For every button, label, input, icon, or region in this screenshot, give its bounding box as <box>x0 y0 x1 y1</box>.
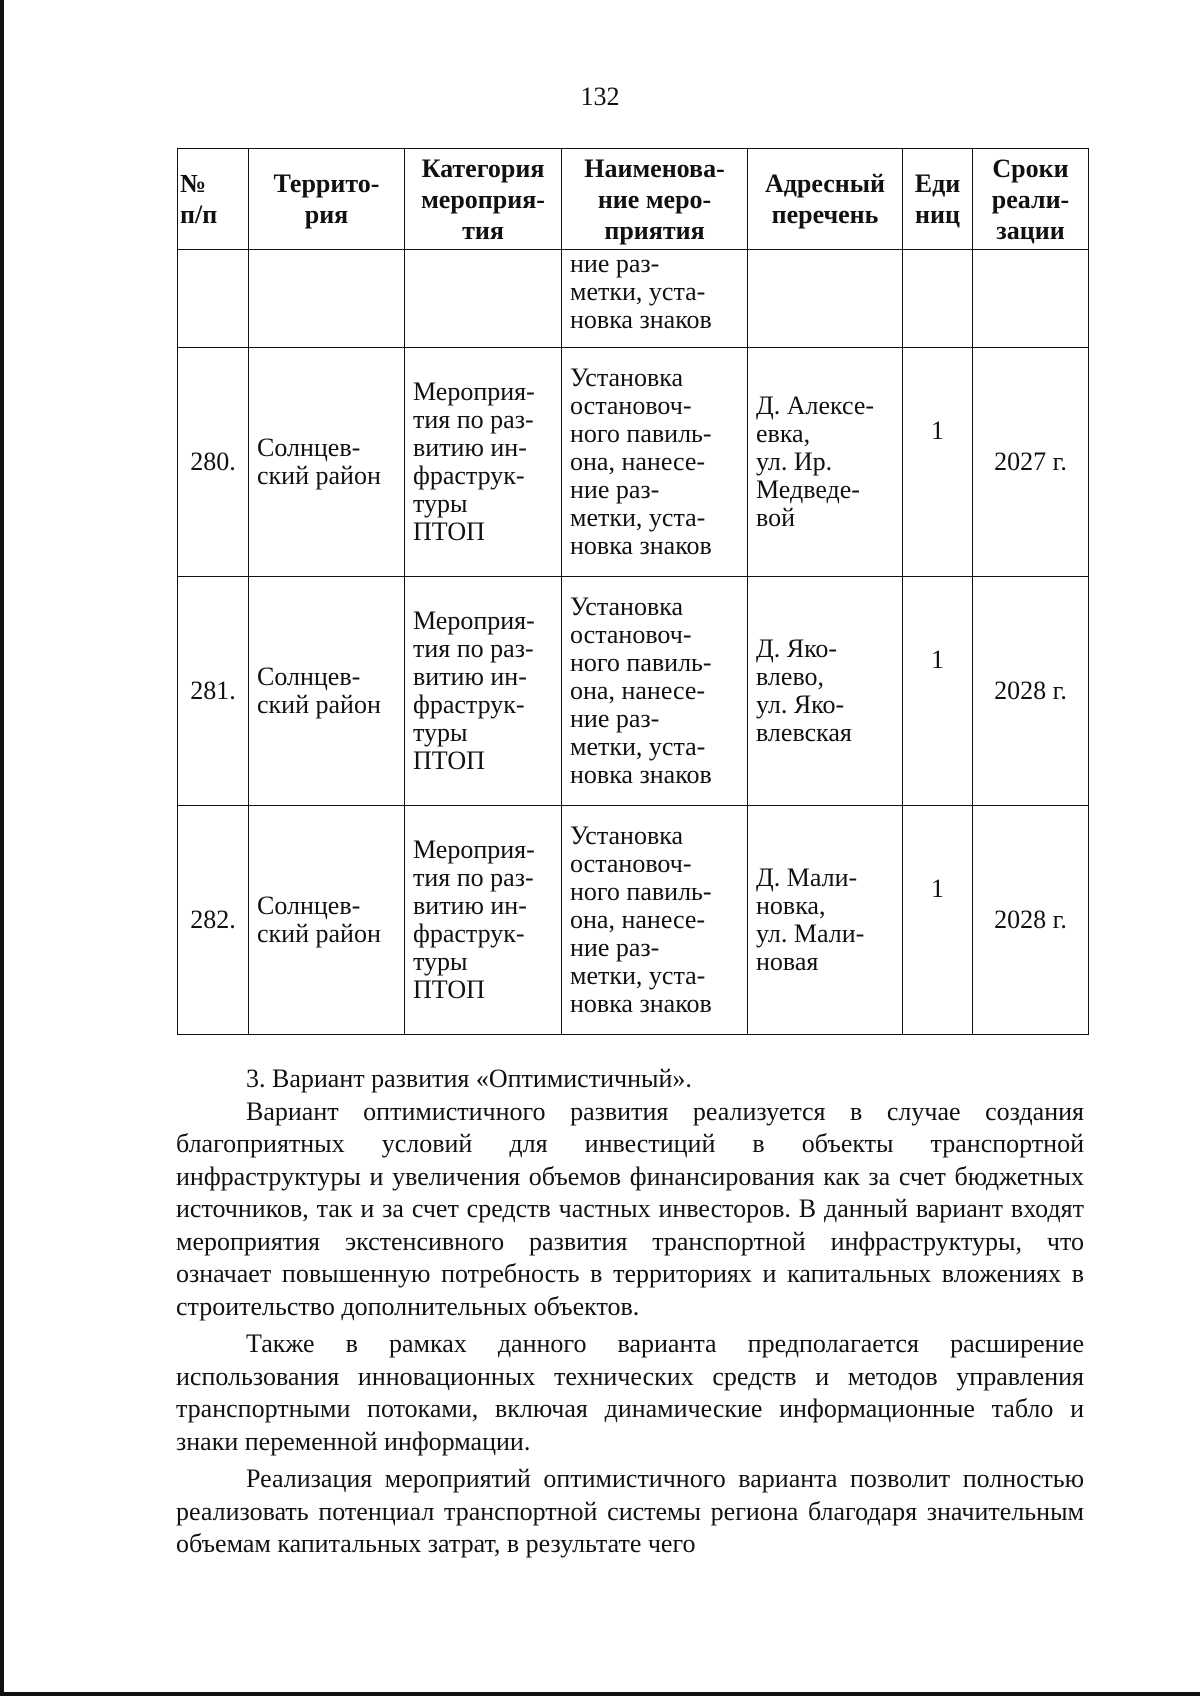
category-l6: ПТОП <box>413 975 485 1004</box>
cell-name <box>562 577 748 806</box>
cell-territory <box>249 250 405 348</box>
category-l4: фраструк- <box>413 919 525 948</box>
cell-units <box>903 348 973 577</box>
header-category-l1: Категория <box>421 153 545 183</box>
header-territory <box>249 149 405 250</box>
header-units-l1: Еди <box>914 169 961 198</box>
category-l4: фраструк- <box>413 461 525 490</box>
cont-name-l1: ние раз- <box>570 249 660 278</box>
cell-num: 282. <box>178 806 249 1035</box>
scan-edge-left <box>0 0 4 1696</box>
name-l5: ние раз- <box>570 704 660 733</box>
header-category <box>405 149 562 250</box>
header-name-l2: ние меро- <box>597 184 712 214</box>
body-text <box>176 1063 1084 1561</box>
territory-l1: Солнцев- <box>257 662 361 691</box>
category-l2: тия по раз- <box>413 863 534 892</box>
name-l7: новка знаков <box>570 531 712 560</box>
paragraph: Вариант оптимистичного развития реализуется в случае создания благоприятных условий для инвестиций в объекты транспортной инфраструктуры и увеличения объемов финансирования как за счет бюджетных источников, так и за счет средств частных инвесторов. В данный вариант входят мероприятия экстенсивного развития транспортной инфраструктуры, что означает повышенную потребность в территориях и капитальных вложениях в строительство дополнительных объектов. <box>176 1096 1084 1321</box>
category-l3: витию ин- <box>413 891 527 920</box>
header-term-l3: зации <box>996 215 1065 245</box>
cont-name-l2: метки, уста- <box>570 277 706 306</box>
name-l7: новка знаков <box>570 989 712 1018</box>
cell-address <box>748 348 903 577</box>
table-row <box>178 577 1089 806</box>
name-l5: ние раз- <box>570 933 660 962</box>
header-num <box>178 149 249 250</box>
category-l6: ПТОП <box>413 517 485 546</box>
cell-category <box>405 250 562 348</box>
name-l2: остановоч- <box>570 620 692 649</box>
header-territory-l2: рия <box>304 200 349 229</box>
cell-term: 2028 г. <box>973 806 1089 1035</box>
cell-term: 2027 г. <box>973 348 1089 577</box>
header-units <box>903 149 973 250</box>
territory-l2: ский район <box>257 690 381 719</box>
name-l3: ного павиль- <box>570 648 712 677</box>
cell-term: 2028 г. <box>973 577 1089 806</box>
name-l7: новка знаков <box>570 760 712 789</box>
paragraph: Также в рамках данного варианта предполагается расширение использования инновационных технических средств и методов управления транспортными потоками, включая динамические информационные табло и знаки переменной информации. <box>176 1329 1084 1456</box>
cell-name <box>562 348 748 577</box>
territory-l1: Солнцев- <box>257 891 361 920</box>
address-l2: евка, <box>756 419 811 448</box>
header-address <box>748 149 903 250</box>
cont-name-l3: новка знаков <box>570 305 712 334</box>
category-l4: фраструк- <box>413 690 525 719</box>
address-l3: ул. Яко- <box>756 690 845 719</box>
category-l1: Мероприя- <box>413 377 535 406</box>
territory-l1: Солнцев- <box>257 433 361 462</box>
address-l4: новая <box>756 947 819 976</box>
name-l5: ние раз- <box>570 475 660 504</box>
cell-units <box>903 806 973 1035</box>
table-row <box>178 806 1089 1035</box>
name-l1: Установка <box>570 592 684 621</box>
cell-name <box>562 250 748 348</box>
cell-num: 281. <box>178 577 249 806</box>
address-l5: вой <box>756 503 796 532</box>
cell-units <box>903 577 973 806</box>
address-l2: влево, <box>756 662 825 691</box>
address-l3: ул. Мали- <box>756 919 865 948</box>
category-l1: Мероприя- <box>413 606 535 635</box>
address-l1: Д. Яко- <box>756 634 838 663</box>
section-heading: 3. Вариант развития «Оптимистичный». <box>246 1064 692 1093</box>
cell-term <box>973 250 1089 348</box>
table-row-continuation <box>178 250 1089 348</box>
units-value: 1 <box>931 645 944 674</box>
table-row <box>178 348 1089 577</box>
name-l6: метки, уста- <box>570 732 706 761</box>
name-l2: остановоч- <box>570 391 692 420</box>
cell-territory <box>249 348 405 577</box>
category-l3: витию ин- <box>413 433 527 462</box>
name-l4: она, нанесе- <box>570 676 706 705</box>
name-l6: метки, уста- <box>570 961 706 990</box>
header-term-l2: реали- <box>991 184 1070 214</box>
units-value: 1 <box>931 874 944 903</box>
scan-edge-bottom <box>0 1692 1200 1696</box>
header-name-l3: приятия <box>604 215 705 245</box>
header-term <box>973 149 1089 250</box>
address-l3: ул. Ир. <box>756 447 833 476</box>
header-name <box>562 149 748 250</box>
header-units-l2: ниц <box>915 200 960 229</box>
cell-num <box>178 250 249 348</box>
category-l2: тия по раз- <box>413 634 534 663</box>
table-header-row <box>178 149 1089 250</box>
category-l6: ПТОП <box>413 746 485 775</box>
category-l3: витию ин- <box>413 662 527 691</box>
cell-address <box>748 806 903 1035</box>
address-l2: новка, <box>756 891 826 920</box>
name-l1: Установка <box>570 821 684 850</box>
category-l5: туры <box>413 718 468 747</box>
address-l1: Д. Мали- <box>756 863 858 892</box>
cell-address <box>748 250 903 348</box>
name-l2: остановоч- <box>570 849 692 878</box>
cell-category <box>405 348 562 577</box>
cell-address <box>748 577 903 806</box>
name-l4: она, нанесе- <box>570 905 706 934</box>
units-value: 1 <box>931 416 944 445</box>
category-l1: Мероприя- <box>413 835 535 864</box>
paragraph: Реализация мероприятий оптимистичного варианта позволит полностью реализовать потенциал транспортной системы региона благодаря значительным объемам капитальных затрат, в результате чего <box>176 1464 1084 1558</box>
header-term-l1: Сроки <box>992 153 1069 183</box>
name-l4: она, нанесе- <box>570 447 706 476</box>
category-l2: тия по раз- <box>413 405 534 434</box>
name-l3: ного павиль- <box>570 419 712 448</box>
header-territory-l1: Террито- <box>273 169 380 198</box>
header-category-l3: тия <box>462 215 504 245</box>
category-l5: туры <box>413 947 468 976</box>
header-name-l1: Наименова- <box>584 153 725 183</box>
header-num-l2: п/п <box>180 200 218 229</box>
cell-territory <box>249 806 405 1035</box>
cell-territory <box>249 577 405 806</box>
cell-category <box>405 577 562 806</box>
address-l4: влевская <box>756 718 852 747</box>
page-number: 132 <box>580 82 620 111</box>
name-l6: метки, уста- <box>570 503 706 532</box>
address-l4: Медведе- <box>756 475 860 504</box>
header-category-l2: мероприя- <box>421 184 545 214</box>
cell-name <box>562 806 748 1035</box>
cell-units <box>903 250 973 348</box>
territory-l2: ский район <box>257 461 381 490</box>
measures-table <box>177 148 1089 1035</box>
cell-category <box>405 806 562 1035</box>
header-address-l2: перечень <box>771 200 879 229</box>
header-num-l1: № <box>180 169 207 198</box>
category-l5: туры <box>413 489 468 518</box>
name-l1: Установка <box>570 363 684 392</box>
name-l3: ного павиль- <box>570 877 712 906</box>
territory-l2: ский район <box>257 919 381 948</box>
cell-num: 280. <box>178 348 249 577</box>
address-l1: Д. Алексе- <box>756 391 875 420</box>
header-address-l1: Адресный <box>764 169 886 198</box>
